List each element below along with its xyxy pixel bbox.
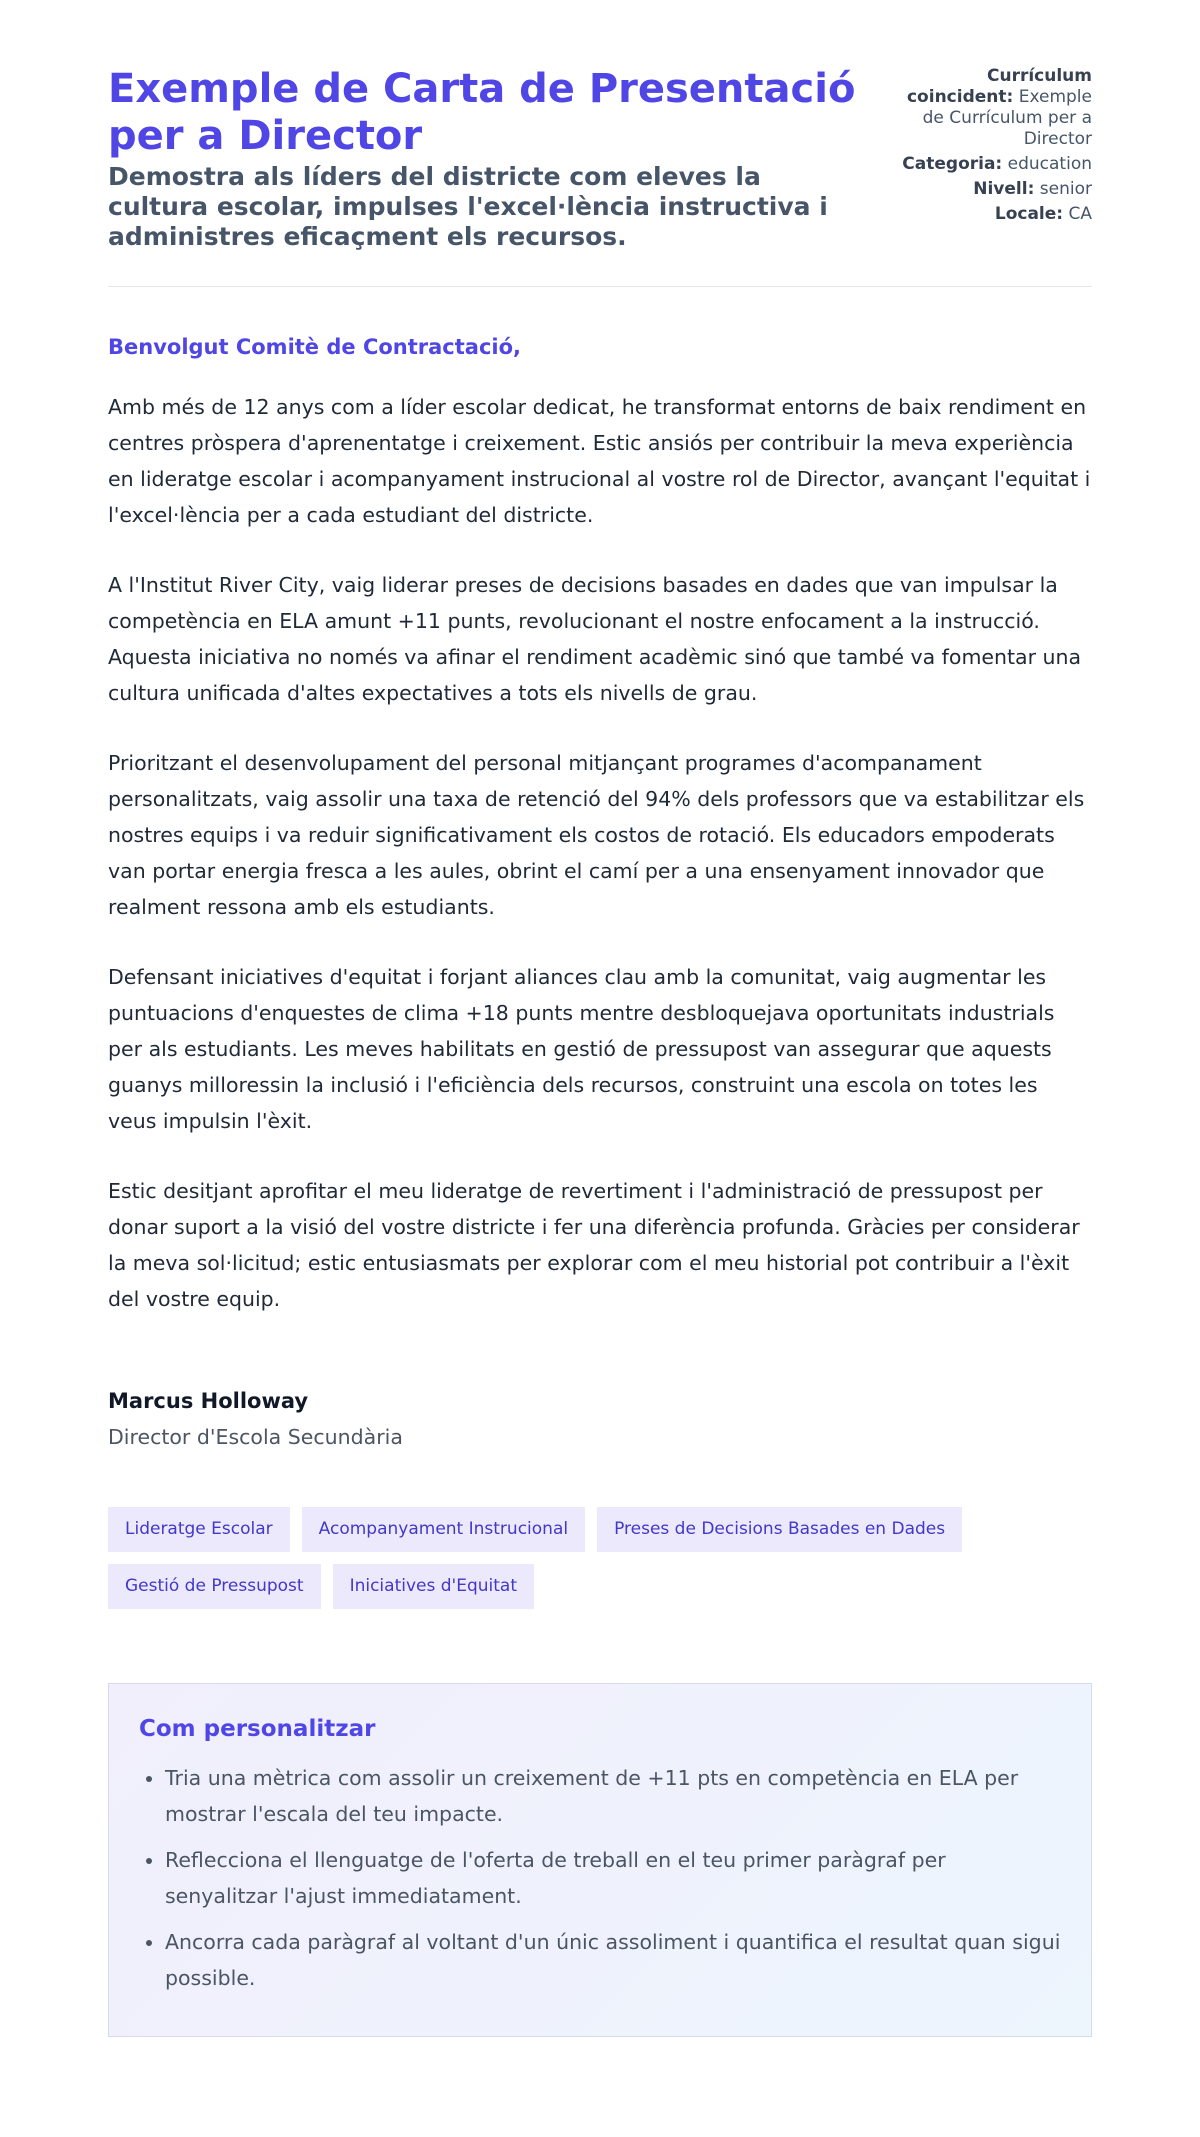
title-block xyxy=(108,66,868,252)
letter-greeting: Benvolgut Comitè de Contractació, xyxy=(108,335,522,359)
skill-tag: Preses de Decisions Basades en Dades xyxy=(597,1507,962,1552)
meta-value: Exemple de Currículum per a Director xyxy=(922,87,1092,149)
meta-value: senior xyxy=(1039,179,1092,199)
header xyxy=(108,66,1092,287)
letter-paragraph: Prioritzant el desenvolupament del personal mitjançant programes d'acompanament personalitzats, vaig assolir una taxa de retenció del 94% dels professors que va estabilitzar els nostres equips i va reduir significativament els costos de rotació. Els educadors empoderats van portar energia fresca a les aules, obrint el camí per a una ensenyament innovador que realment ressona amb els estudiants. xyxy=(108,751,1085,919)
meta-value: education xyxy=(1007,154,1092,174)
skill-tag: Iniciatives d'Equitat xyxy=(333,1564,534,1609)
meta-label: Currículum coincident: xyxy=(906,66,1092,107)
tips-list xyxy=(139,1760,1061,1996)
meta-value: CA xyxy=(1068,204,1092,224)
tip-item: • Ancorra cada paràgraf al voltant d'un únic assoliment i quantifica el resultat quan sigui possible. xyxy=(165,1924,1061,1996)
page-subtitle: Demostra als líders del districte com eleves la cultura escolar, impulses l'excel·lència instructiva i administres eficaçment els recursos. xyxy=(108,162,828,251)
tip-item: • Reflecciona el llenguatge de l'oferta de treball en el teu primer paràgraf per senyalitzar l'ajust immediatament. xyxy=(165,1842,1061,1914)
meta-info xyxy=(892,66,1092,229)
cover-letter-page xyxy=(108,66,1092,2037)
letter-paragraph: A l'Institut River City, vaig liderar preses de decisions basades en dades que van impulsar la competència en ELA amunt +11 punts, revolucionant el nostre enfocament a la instrucció. Aquesta iniciativa no només va afinar el rendiment acadèmic sinó que també va fomentar una cultura unificada d'altes expectatives a tots els nivells de grau. xyxy=(108,573,1082,705)
tip-item: • Tria una mètrica com assolir un creixement de +11 pts en competència en ELA per mostrar l'escala del teu impacte. xyxy=(165,1760,1061,1832)
letter-paragraph: Estic desitjant aprofitar el meu lideratge de revertiment i l'administració de pressupost per donar suport a la visió del vostre districte i fer una diferència profunda. Gràcies per considerar la meva sol·licitud; estic entusiasmats per explorar com el meu historial pot contribuir a l'èxit del vostre equip. xyxy=(108,1179,1080,1311)
meta-level xyxy=(892,179,1092,200)
skill-tag: Lideratge Escolar xyxy=(108,1507,290,1552)
meta-category xyxy=(892,154,1092,175)
customization-tips xyxy=(108,1683,1092,2037)
skill-tag: Acompanyament Instrucional xyxy=(302,1507,585,1552)
meta-label: Categoria: xyxy=(902,154,1003,174)
letter-paragraph: Defensant iniciatives d'equitat i forjant aliances clau amb la comunitat, vaig augmentar les puntuacions d'enquestes de clima +18 punts mentre desbloquejava oportunitats industrials per als estudiants. Les meves habilitats en gestió de pressupost van assegurar que aquests guanys milloressin la inclusió i l'eficiència dels recursos, construint una escola on totes les veus impulsin l'èxit. xyxy=(108,965,1055,1133)
signature-name: Marcus Holloway xyxy=(108,1389,309,1413)
signature xyxy=(108,1389,1092,1449)
page-title: Exemple de Carta de Presentació per a Director xyxy=(108,66,856,159)
meta-label: Locale: xyxy=(994,204,1064,224)
skill-tag: Gestió de Pressupost xyxy=(108,1564,321,1609)
meta-locale xyxy=(892,204,1092,225)
meta-matched-resume xyxy=(892,66,1092,150)
signature-role: Director d'Escola Secundària xyxy=(108,1425,403,1449)
letter-paragraph: Amb més de 12 anys com a líder escolar dedicat, he transformat entorns de baix rendiment en centres pròspera d'aprenentatge i creixement. Estic ansiós per contribuir la meva experiència en lideratge escolar i acompanyament instrucional al vostre rol de Director, avançant l'equitat i l'excel·lència per a cada estudiant del districte. xyxy=(108,395,1091,527)
tips-title: Com personalitzar xyxy=(139,1716,376,1742)
meta-label: Nivell: xyxy=(973,179,1035,199)
skill-tags xyxy=(108,1507,1008,1609)
